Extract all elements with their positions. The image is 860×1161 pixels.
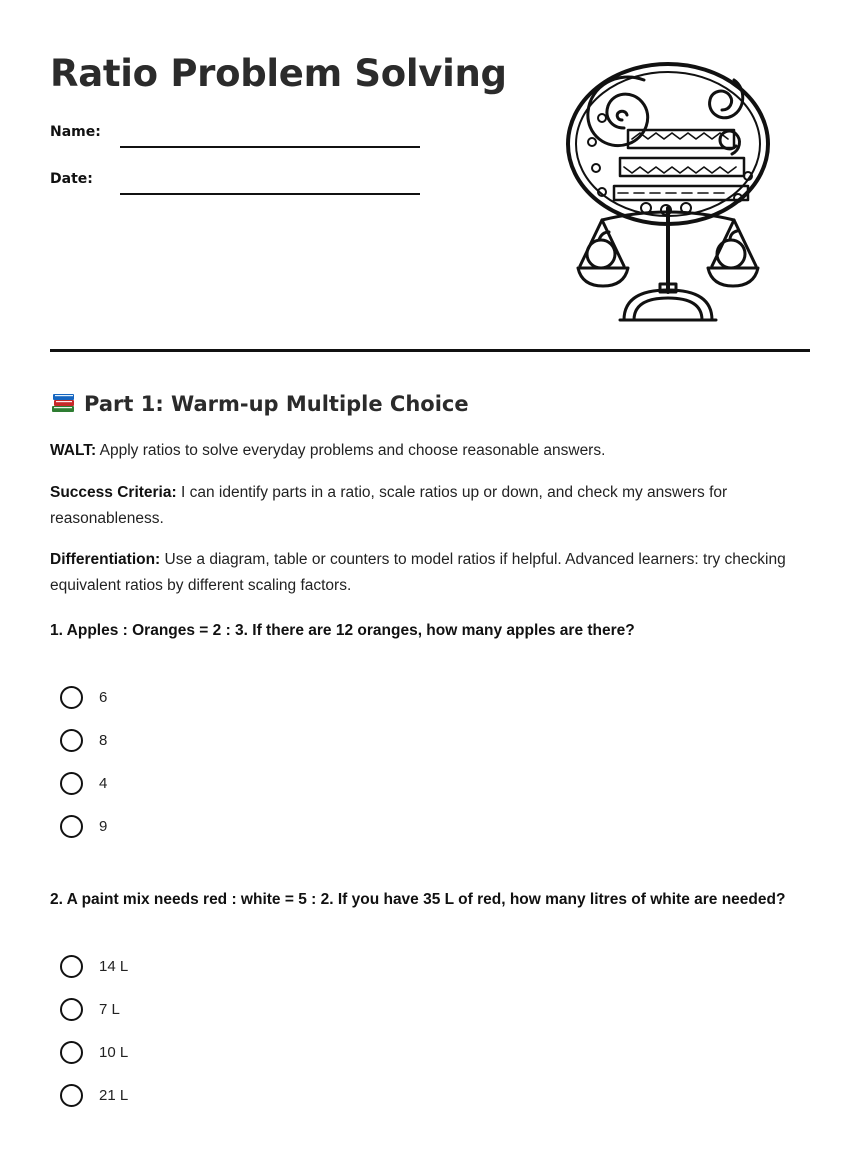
walt-paragraph [50,438,820,464]
option-label: 14 L [99,958,129,975]
question-2-option[interactable] [60,998,360,1041]
option-label: 4 [99,775,108,792]
question-2-text: 2. A paint mix needs red : white = 5 : 2. If you have 35 L of red, how many litres of white are needed? [50,891,786,908]
radio-button[interactable] [60,772,83,795]
differentiation-label: Differentiation: [50,551,161,568]
question-1-option[interactable] [60,772,360,815]
date-field [50,165,420,195]
walt-text: Apply ratios to solve everyday problems and choose reasonable answers. [99,442,606,459]
date-label: Date: [50,171,93,187]
question-1-option[interactable] [60,686,360,729]
balance-scale-illustration [562,58,774,324]
differentiation-text: Use a diagram, table or counters to model ratios if helpful. Advanced learners: try checking equivalent ratios by different scaling factors. [50,551,786,594]
question-2-option[interactable] [60,955,360,998]
worksheet-title: Ratio Problem Solving [50,52,507,95]
radio-button[interactable] [60,729,83,752]
question-1-option[interactable] [60,815,360,858]
name-field [50,118,420,148]
books-icon [50,390,76,414]
name-label: Name: [50,124,101,140]
question-1-text: 1. Apples : Oranges = 2 : 3. If there are 12 oranges, how many apples are there? [50,622,635,639]
option-label: 7 L [99,1001,120,1018]
differentiation-paragraph [50,547,820,599]
radio-button[interactable] [60,686,83,709]
question-1-option[interactable] [60,729,360,772]
option-label: 21 L [99,1087,129,1104]
option-label: 10 L [99,1044,129,1061]
success-criteria-label: Success Criteria: [50,484,177,501]
question-1-options [60,686,360,858]
name-write-line[interactable] [120,146,420,148]
radio-button[interactable] [60,998,83,1021]
question-2-options [60,955,360,1127]
option-label: 9 [99,818,108,835]
success-criteria-text: I can identify parts in a ratio, scale ratios up or down, and check my answers for reasonableness. [50,484,728,527]
option-label: 6 [99,689,108,706]
part1-heading [50,388,469,420]
date-write-line[interactable] [120,193,420,195]
question-2-option[interactable] [60,1041,360,1084]
radio-button[interactable] [60,1084,83,1107]
option-label: 8 [99,732,108,749]
radio-button[interactable] [60,1041,83,1064]
question-2-option[interactable] [60,1084,360,1127]
radio-button[interactable] [60,815,83,838]
part1-heading-text: Part 1: Warm-up Multiple Choice [84,392,469,416]
header-divider [50,349,810,352]
success-criteria-paragraph [50,480,820,532]
walt-label: WALT: [50,442,97,459]
radio-button[interactable] [60,955,83,978]
